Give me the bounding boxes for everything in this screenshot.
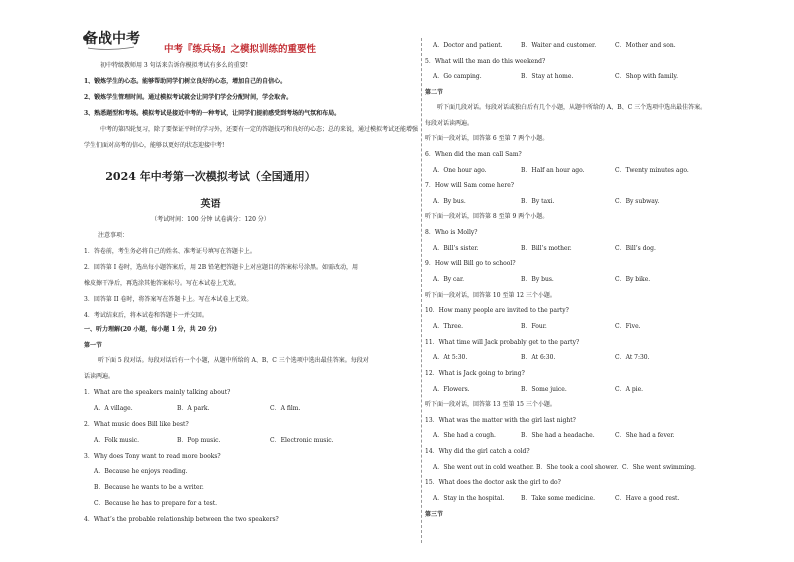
notice-1: 1．答卷前，考生务必将自己的姓名、准考证号填写在答题卡上。 xyxy=(84,248,256,255)
question-8-option-a: A．Bill’s sister. xyxy=(433,245,479,252)
headline: 中考『练兵场』之模拟训练的重要性 xyxy=(164,44,317,55)
question-7-option-a: A．By bus. xyxy=(433,198,466,205)
intro-paragraph-line-2: 学生们面对高考的信心，能够以更好的状态迎接中考! xyxy=(84,142,225,149)
notice-2-line-2: 橡皮擦干净后，再选涂其他答案标号。写在本试卷上无效。 xyxy=(84,280,241,287)
notice-3: 3．回答第 II 卷时，将答案写在答题卡上。写在本试卷上无效。 xyxy=(84,296,253,303)
directions-line-1: 听下面 5 段对话。每段对话后有一个小题，从题中所给的 A、B、C 三个选项中选出最佳答案。每段对 xyxy=(98,357,369,364)
question-13-option-b: B．She had a headache. xyxy=(521,432,595,439)
question-14-option-a: A．She went out in cold weather. xyxy=(433,464,534,471)
question-2: 2．What music does Bill like best? xyxy=(84,421,189,428)
question-14-option-c: C．She went swimming. xyxy=(622,464,696,471)
question-13-option-c: C．She had a fever. xyxy=(615,432,675,439)
question-6-option-c: C．Twenty minutes ago. xyxy=(615,167,689,174)
question-14-option-b: B．She took a cool shower. xyxy=(536,464,619,471)
question-5-option-b: B．Stay at home. xyxy=(521,73,574,80)
part-2-directions-line-2: 每段对话读两遍。 xyxy=(425,120,474,127)
question-13-option-a: A．She had a cough. xyxy=(433,432,496,439)
question-9-option-a: A．By car. xyxy=(433,276,465,283)
question-2-option-b: B．Pop music. xyxy=(177,437,221,444)
question-3-option-c: C．Because he has to prepare for a test. xyxy=(94,500,218,507)
question-4-option-b: B．Waiter and customer. xyxy=(521,42,597,49)
question-8-option-b: B．Bill’s mother. xyxy=(521,245,572,252)
question-2-option-c: C．Electronic music. xyxy=(270,437,334,444)
question-10-option-b: B．Four. xyxy=(521,323,547,330)
question-5: 5．What will the man do this weekend? xyxy=(425,58,546,65)
question-1-option-c: C．A film. xyxy=(270,405,301,412)
question-1: 1．What are the speakers mainly talking about? xyxy=(84,389,231,396)
question-11-option-b: B．At 6:30. xyxy=(521,354,556,361)
group-instruction-2: 听下面一段对话，回答第 8 至第 9 两个小题。 xyxy=(425,213,549,220)
question-3: 3．Why does Tony want to read more books? xyxy=(84,453,221,460)
question-1-option-b: B．A park. xyxy=(177,405,210,412)
question-9-option-c: C．By bike. xyxy=(615,276,651,283)
group-instruction-3: 听下面一段对话，回答第 10 至第 12 三个小题。 xyxy=(425,292,556,299)
intro-point-1: 1、锻炼学生的心态。能够帮助同学们树立良好的心态，增加自己的自信心。 xyxy=(84,78,287,85)
question-9-option-b: B．By bus. xyxy=(521,276,554,283)
notice-title: 注意事项： xyxy=(98,232,129,239)
question-12: 12．What is Jack going to bring? xyxy=(425,370,525,377)
question-15: 15．What does the doctor ask the girl to do? xyxy=(425,479,561,486)
part-2-heading: 第二节 xyxy=(425,89,444,96)
directions-line-2: 话读两遍。 xyxy=(84,373,115,380)
section-heading: 一、听力理解(20 小题，每小题 1 分，共 20 分) xyxy=(84,326,217,333)
intro-paragraph-line-1: 中考的第四轮复习，除了要保证平时的学习外，还要有一定的答题技巧和良好的心态；总的来说，通过模拟考试还能增强 xyxy=(100,126,419,133)
question-4-option-a: A．Doctor and patient. xyxy=(433,42,503,49)
group-instruction-1: 听下面一段对话，回答第 6 至第 7 两个小题。 xyxy=(425,135,549,142)
column-divider xyxy=(421,38,422,543)
question-6-option-a: A．One hour ago. xyxy=(433,167,487,174)
question-6: 6．When did the man call Sam? xyxy=(425,151,522,158)
question-3-option-b: B．Because he wants to be a writer. xyxy=(94,484,204,491)
question-4-option-c: C．Mother and son. xyxy=(615,42,676,49)
notice-2-line-1: 2．回答第 I 卷时，选出每小题答案后，用 2B 铅笔把答题卡上对应题目的答案标号涂黑。如需改动，用 xyxy=(84,264,359,271)
question-7-option-b: B．By taxi. xyxy=(521,198,555,205)
question-7: 7．How will Sam come here? xyxy=(425,182,514,189)
part-2-directions-line-1: 听下面几段对话。每段对话或独白后有几个小题，从题中所给的 A、B、C 三个选项中选出最佳答案。 xyxy=(437,104,707,111)
part-3-heading: 第三节 xyxy=(425,511,444,518)
question-11-option-a: A．At 5:30. xyxy=(433,354,468,361)
question-14: 14．Why did the girl catch a cold? xyxy=(425,448,530,455)
exam-subject: 英语 xyxy=(200,199,221,210)
question-12-option-c: C．A pie. xyxy=(615,386,644,393)
question-9: 9．How will Bill go to school? xyxy=(425,260,516,267)
svg-text:备战中考: 备战中考 xyxy=(84,31,140,47)
question-7-option-c: C．By subway. xyxy=(615,198,660,205)
question-1-option-a: A．A village. xyxy=(94,405,133,412)
intro-point-2: 2、锻炼学生管理时间。通过模拟考试就会让同学们学会分配时间，学会取舍。 xyxy=(84,94,293,101)
intro-lead: 初中特级教师用 3 句话来告诉你模拟考试有多么的重要! xyxy=(100,62,249,69)
question-2-option-a: A．Folk music. xyxy=(94,437,140,444)
question-11: 11．What time will Jack probably get to the party? xyxy=(425,339,580,346)
question-4: 4．What’s the probable relationship between the two speakers? xyxy=(84,516,279,523)
exam-logo xyxy=(78,26,140,52)
group-instruction-4: 听下面一段对话，回答第 13 至第 15 三个小题。 xyxy=(425,401,556,408)
question-15-option-a: A．Stay in the hospital. xyxy=(433,495,505,502)
question-12-option-b: B．Some juice. xyxy=(521,386,567,393)
question-8: 8．Who is Molly? xyxy=(425,229,478,236)
question-10-option-c: C．Five. xyxy=(615,323,641,330)
question-12-option-a: A．Flowers. xyxy=(433,386,470,393)
question-8-option-c: C．Bill’s dog. xyxy=(615,245,656,252)
question-15-option-b: B．Take some medicine. xyxy=(521,495,596,502)
notice-4: 4．考试结束后，将本试卷和答题卡一并交回。 xyxy=(84,312,208,319)
question-5-option-a: A．Go camping. xyxy=(433,73,482,80)
question-13: 13．What was the matter with the girl last night? xyxy=(425,417,576,424)
part-heading: 第一节 xyxy=(84,342,103,349)
question-10: 10．How many people are invited to the party? xyxy=(425,307,569,314)
question-6-option-b: B．Half an hour ago. xyxy=(521,167,585,174)
question-10-option-a: A．Three. xyxy=(433,323,464,330)
question-3-option-a: A．Because he enjoys reading. xyxy=(94,468,188,475)
exam-title: 2024 年中考第一次模拟考试（全国通用） xyxy=(105,170,316,183)
question-11-option-c: C．At 7:30. xyxy=(615,354,650,361)
intro-point-3: 3、熟悉题型和考场。模拟考试是接近中考的一种考试，让同学们提前感受到考场的气氛和布局。 xyxy=(84,110,341,117)
exam-meta: （考试时间：100 分钟 试卷满分：120 分） xyxy=(151,216,270,223)
question-5-option-c: C．Shop with family. xyxy=(615,73,678,80)
question-15-option-c: C．Have a good rest. xyxy=(615,495,680,502)
